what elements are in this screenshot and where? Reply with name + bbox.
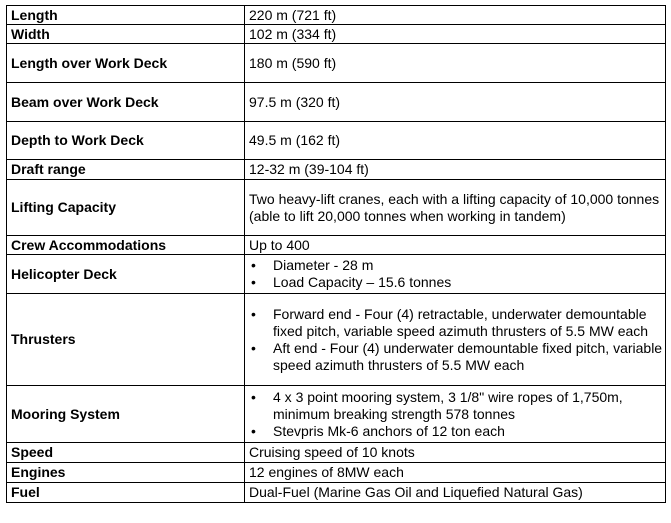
row-label-helicopter-deck: Helicopter Deck [7,255,245,294]
row-label-crew-accommodations: Crew Accommodations [7,236,245,255]
row-value-length-over-work-deck: 180 m (590 ft) [245,44,666,83]
list-item: • Forward end - Four (4) retractable, underwater demountable fixed pitch, variable speed azimuth thrusters of 5.5 MW each [249,306,665,340]
row-value-depth-to-work-deck: 49.5 m (162 ft) [245,122,666,160]
specifications-table [6,5,666,503]
list-item: • Stevpris Mk-6 anchors of 12 ton each [249,423,665,440]
table-row [7,443,666,463]
list-item: • 4 x 3 point mooring system, 3 1/8" wire ropes of 1,750m, minimum breaking strength 578 tonnes [249,389,665,423]
mooring-system-list [249,389,665,440]
row-label-length-over-work-deck: Length over Work Deck [7,44,245,83]
thrusters-list [249,306,665,374]
helicopter-deck-list [249,257,665,291]
row-label-mooring-system: Mooring System [7,386,245,443]
row-value-speed: Cruising speed of 10 knots [245,443,666,463]
table-row [7,25,666,44]
row-value-crew-accommodations: Up to 400 [245,236,666,255]
table-row [7,122,666,160]
row-value-fuel: Dual-Fuel (Marine Gas Oil and Liquefied Natural Gas) [245,483,666,503]
table-row [7,294,666,386]
row-label-length: Length [7,6,245,25]
row-label-thrusters: Thrusters [7,294,245,386]
table-row [7,236,666,255]
row-label-width: Width [7,25,245,44]
list-item: • Load Capacity – 15.6 tonnes [249,274,665,291]
row-label-draft-range: Draft range [7,160,245,180]
table-row [7,83,666,122]
row-value-draft-range: 12-32 m (39-104 ft) [245,160,666,180]
table-row [7,483,666,503]
row-value-mooring-system [245,386,666,443]
list-item: • Diameter - 28 m [249,257,665,274]
row-label-lifting-capacity: Lifting Capacity [7,180,245,236]
table-row [7,463,666,483]
table-row [7,6,666,25]
table-row [7,160,666,180]
row-label-fuel: Fuel [7,483,245,503]
row-value-helicopter-deck [245,255,666,294]
table-row [7,255,666,294]
row-label-speed: Speed [7,443,245,463]
table-row [7,386,666,443]
row-label-beam-over-work-deck: Beam over Work Deck [7,83,245,122]
table-row [7,180,666,236]
table-row [7,44,666,83]
row-value-thrusters [245,294,666,386]
row-label-engines: Engines [7,463,245,483]
row-value-length: 220 m (721 ft) [245,6,666,25]
row-value-width: 102 m (334 ft) [245,25,666,44]
row-value-lifting-capacity: Two heavy-lift cranes, each with a lifting capacity of 10,000 tonnes (able to lift 20,000 tonnes when working in tandem) [245,180,666,236]
row-label-depth-to-work-deck: Depth to Work Deck [7,122,245,160]
list-item: • Aft end - Four (4) underwater demountable fixed pitch, variable speed azimuth thrusters of 5.5 MW each [249,340,665,374]
row-value-beam-over-work-deck: 97.5 m (320 ft) [245,83,666,122]
row-value-engines: 12 engines of 8MW each [245,463,666,483]
